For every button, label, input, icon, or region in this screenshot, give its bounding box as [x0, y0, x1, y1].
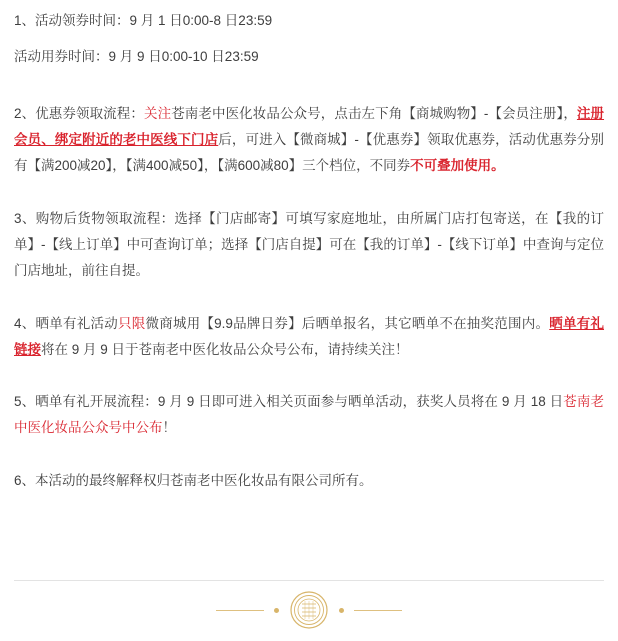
section-5-line-1: [14, 389, 604, 442]
text-segment: 苍南老中医化妆品公众号，点击左下角【商城购物】-【会员注册】，: [171, 105, 577, 121]
section-spacer: [14, 371, 604, 389]
ornament-line-right: [354, 610, 402, 611]
highlight-follow: 关注: [143, 105, 172, 121]
footer-divider: [14, 580, 604, 581]
highlight-share-order-link: 晒单有礼链接: [14, 315, 604, 357]
text-segment: 微商城用【9.9品牌日券】后晒单报名，其它晒单不在抽奖范围内。: [145, 315, 550, 331]
section-1: [14, 8, 604, 71]
section-3: [14, 206, 604, 285]
text-segment: 活动用券时间：9 月 9 日0:00-10 日23:59: [14, 49, 259, 65]
text-segment: 1、活动领券时间：9 月 1 日0:00-8 日23:59: [14, 13, 273, 28]
text-segment: 4、晒单有礼活动: [14, 315, 118, 331]
decorative-seal-icon: [289, 590, 329, 630]
highlight-only-limited: 只限: [117, 315, 146, 331]
text-segment: ！: [162, 420, 176, 436]
text-segment: 将在 9 月 9 日于苍南老中医化妆品公众号公布，请持续关注！: [41, 341, 409, 357]
section-6: [14, 468, 604, 494]
text-segment: 3、购物后货物领取流程：选择【门店邮寄】可填写家庭地址，由所属门店打包寄送，在【我的订单】-【线上订单】中可查询订单；选择【门店自提】可在【我的订单】-【线下订单】中查询与定位门店地址，前往自提。: [14, 210, 604, 279]
text-segment: 5、晒单有礼开展流程：9 月 9 日即可进入相关页面参与晒单活动，获奖人员将在 9 月 18 日: [14, 394, 564, 410]
highlight-announcement-channel: 苍南老中医化妆品公众号中公布: [14, 394, 605, 436]
ornament-dot-right: [339, 608, 344, 613]
section-1-line-1: [14, 8, 604, 34]
section-4-line-1: [14, 311, 604, 364]
text-segment: 6、本活动的最终解释权归苍南老中医化妆品有限公司所有。: [14, 472, 373, 488]
ornament-line-left: [216, 610, 264, 611]
section-1-line-2: [14, 44, 604, 70]
footer-ornament: [0, 587, 618, 633]
section-spacer: [14, 188, 604, 206]
text-segment: 后，可进入【微商城】-【优惠券】领取优惠券，活动优惠券分别有【满200减20】，【满400减50】，【满600减80】三个档位，不同券: [14, 131, 605, 174]
section-spacer: [14, 450, 604, 468]
section-spacer: [14, 79, 604, 101]
section-2-line-1: [14, 101, 604, 180]
section-spacer: [14, 293, 604, 311]
section-6-line-1: [14, 468, 604, 494]
highlight-register-bind-store: 注册会员、绑定附近的老中医线下门店: [14, 105, 605, 147]
section-5: [14, 389, 604, 442]
highlight-no-stacking: 不可叠加使用。: [410, 158, 505, 174]
text-segment: 2、优惠券领取流程：: [14, 105, 144, 121]
line-spacer: [14, 34, 604, 44]
ornament-dot-left: [274, 608, 279, 613]
section-3-line-1: [14, 206, 604, 285]
section-4: [14, 311, 604, 364]
section-2: [14, 101, 604, 180]
